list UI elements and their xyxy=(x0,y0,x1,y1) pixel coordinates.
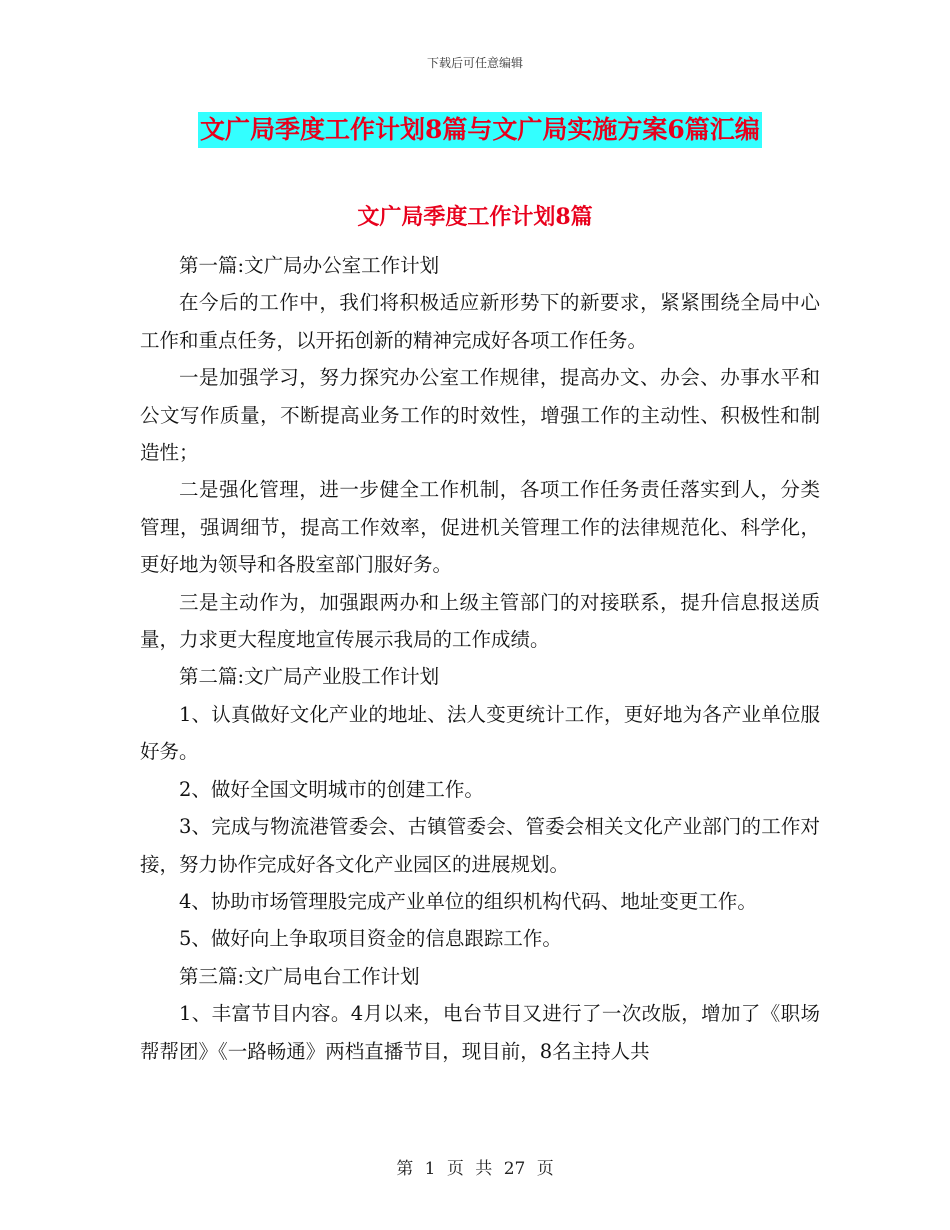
page-footer: 第 1 页 共 27 页 xyxy=(396,1159,554,1179)
header-note: 下载后可任意编辑 xyxy=(426,56,523,70)
paragraph-3-heading: 第三篇:文广局电台工作计划 xyxy=(179,964,420,988)
paragraph: 一是加强学习，努力探究办公室工作规律，提高办文、办会、办事水平和公文写作质量，不断提高业务工作的时效性，增强工作的主动性、积极性和制造性； xyxy=(140,366,820,465)
paragraph: 二是强化管理，进一步健全工作机制，各项工作任务责任落实到人，分类管理，强调细节，提高工作效率，促进机关管理工作的法律规范化、科学化，更好地为领导和各股室部门服好务。 xyxy=(140,478,820,577)
paragraph-2-heading: 第二篇:文广局产业股工作计划 xyxy=(179,665,440,689)
paragraph: 2、做好全国文明城市的创建工作。 xyxy=(179,777,484,801)
paragraph: 3、完成与物流港管委会、古镇管委会、管委会相关文化产业部门的工作对接，努力协作完成好各文化产业园区的进展规划。 xyxy=(140,815,820,876)
document-title: 文广局季度工作计划8篇与文广局实施方案6篇汇编 xyxy=(198,112,762,148)
paragraph-1-heading: 第一篇:文广局办公室工作计划 xyxy=(179,254,440,277)
section-title: 文广局季度工作计划8篇 xyxy=(357,204,593,230)
paragraph: 1、丰富节目内容。4月以来，电台节目又进行了一次改版，增加了《职场帮帮团》《一路畅通》两档直播节目，现目前，8名主持人共 xyxy=(140,1002,820,1063)
body-text xyxy=(140,247,820,1070)
paragraph: 4、协助市场管理股完成产业单位的组织机构代码、地址变更工作。 xyxy=(179,889,757,913)
paragraph: 在今后的工作中，我们将积极适应新形势下的新要求，紧紧围绕全局中心工作和重点任务，以开拓创新的精神完成好各项工作任务。 xyxy=(140,291,820,352)
paragraph: 三是主动作为，加强跟两办和上级主管部门的对接联系，提升信息报送质量，力求更大程度地宣传展示我局的工作成绩。 xyxy=(140,590,820,652)
paragraph: 1、认真做好文化产业的地址、法人变更统计工作，更好地为各产业单位服好务。 xyxy=(140,702,820,764)
paragraph: 5、做好向上争取项目资金的信息跟踪工作。 xyxy=(179,927,562,951)
